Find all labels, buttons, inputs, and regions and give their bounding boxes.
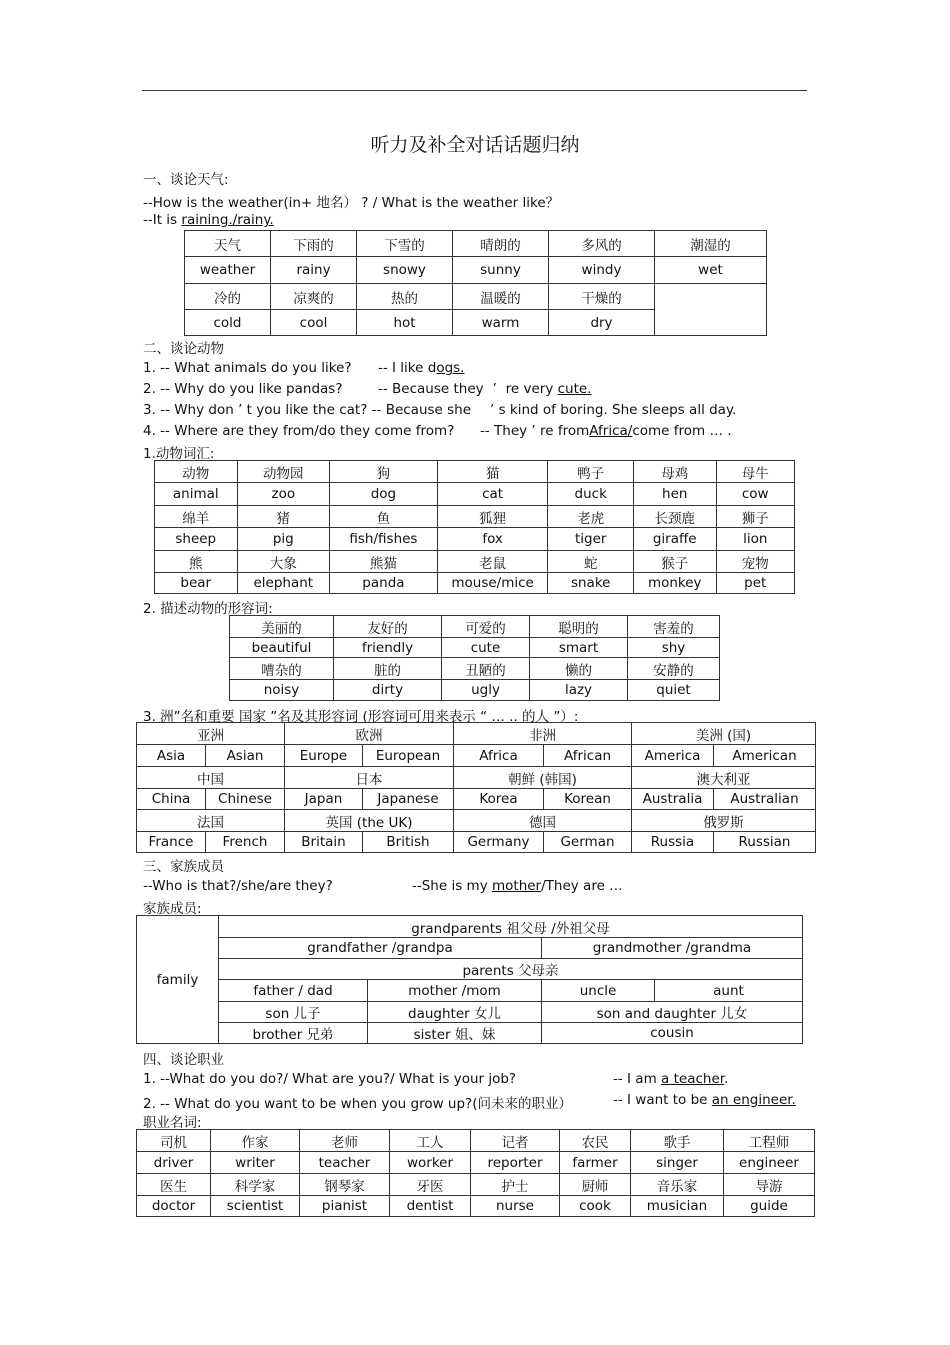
country-cn-cell: 朝鲜 (韩国) bbox=[454, 767, 632, 789]
job-cell: doctor bbox=[137, 1196, 211, 1217]
family-cell: brother 兄弟 bbox=[219, 1023, 368, 1044]
country-cell: Chinese bbox=[206, 789, 285, 810]
country-cell: America bbox=[632, 745, 714, 767]
country-cn-cell: 中国 bbox=[137, 767, 285, 789]
job-a1: -- I am a teacher. bbox=[613, 1071, 729, 1087]
animal-cell: 老虎 bbox=[548, 506, 634, 528]
job-cell: engineer bbox=[724, 1152, 815, 1174]
job-q2: 2. -- What do you want to be when you grow up?(问未来的职业） bbox=[143, 1096, 572, 1112]
animal-q3: 3. -- Why don ’ t you like the cat? -- Because she bbox=[143, 402, 472, 418]
family-cell: uncle bbox=[542, 980, 655, 1002]
adjective-table bbox=[229, 615, 720, 701]
weather-cell: 下雪的 bbox=[357, 231, 453, 257]
job-cell: farmer bbox=[560, 1152, 631, 1174]
animal-cell: 蛇 bbox=[548, 551, 634, 573]
adjective-cell: noisy bbox=[230, 680, 334, 701]
weather-answer: --It is raining./rainy. bbox=[143, 212, 274, 228]
animal-cell: animal bbox=[155, 483, 238, 506]
countries-heading: 3. 洲”名和重要 国家 ”名及其形容词 (形容词可用来表示 “ … .. 的人 ”）: bbox=[143, 709, 579, 725]
job-cell: 司机 bbox=[137, 1130, 211, 1152]
family-cell: aunt bbox=[655, 980, 803, 1002]
family-cell: grandfather /grandpa bbox=[219, 938, 542, 959]
job-q1: 1. --What do you do?/ What are you?/ What is your job? bbox=[143, 1071, 517, 1087]
adjective-cell: 安静的 bbox=[628, 658, 720, 680]
country-cell: China bbox=[137, 789, 206, 810]
country-cn-cell: 澳大利亚 bbox=[632, 767, 816, 789]
continent-cell: 亚洲 bbox=[137, 723, 285, 745]
country-cell: Africa bbox=[454, 745, 544, 767]
animal-cell: panda bbox=[330, 573, 438, 594]
weather-table bbox=[184, 230, 767, 336]
job-cell: 科学家 bbox=[211, 1174, 300, 1196]
section-heading-jobs: 四、谈论职业 bbox=[143, 1052, 224, 1068]
animal-cell: 猴子 bbox=[633, 551, 716, 573]
animal-cell: duck bbox=[548, 483, 634, 506]
animal-cell: 动物园 bbox=[237, 461, 330, 483]
animal-cell: fox bbox=[437, 528, 548, 551]
animal-a2: -- Because they ’ re very cute. bbox=[378, 381, 592, 397]
animal-cell: tiger bbox=[548, 528, 634, 551]
country-cell: Russia bbox=[632, 832, 714, 853]
adjective-cell: quiet bbox=[628, 680, 720, 701]
country-cn-cell: 法国 bbox=[137, 810, 285, 832]
animal-cell: snake bbox=[548, 573, 634, 594]
job-cell: 作家 bbox=[211, 1130, 300, 1152]
animal-cell: 狗 bbox=[330, 461, 438, 483]
family-cell: son 儿子 bbox=[219, 1002, 368, 1023]
weather-cell: 热的 bbox=[357, 284, 453, 310]
weather-cell: 冷的 bbox=[185, 284, 271, 310]
weather-cell: snowy bbox=[357, 257, 453, 284]
weather-cell: cold bbox=[185, 310, 271, 336]
weather-cell: warm bbox=[453, 310, 549, 336]
adjective-cell: 嘈杂的 bbox=[230, 658, 334, 680]
continent-cell: 美洲 (国) bbox=[632, 723, 816, 745]
continent-cell: 欧洲 bbox=[285, 723, 454, 745]
adjective-heading: 2. 描述动物的形容词: bbox=[143, 601, 273, 617]
country-cell: American bbox=[714, 745, 816, 767]
animal-a3: ’ s kind of boring. She sleeps all day. bbox=[490, 402, 737, 418]
weather-empty-cell bbox=[655, 284, 767, 336]
animal-cell: 母牛 bbox=[716, 461, 795, 483]
country-cell: Germany bbox=[454, 832, 544, 853]
job-cell: 医生 bbox=[137, 1174, 211, 1196]
adjective-cell: 友好的 bbox=[334, 616, 442, 638]
animal-vocab-table bbox=[154, 460, 795, 594]
animal-cell: 狐狸 bbox=[437, 506, 548, 528]
animal-cell: 狮子 bbox=[716, 506, 795, 528]
animal-cell: monkey bbox=[633, 573, 716, 594]
weather-cell: 潮湿的 bbox=[655, 231, 767, 257]
weather-cell: weather bbox=[185, 257, 271, 284]
header-rule bbox=[142, 90, 807, 91]
section-heading-animals: 二、谈论动物 bbox=[143, 341, 224, 357]
family-cell: sister 姐、妹 bbox=[368, 1023, 542, 1044]
job-cell: singer bbox=[631, 1152, 724, 1174]
country-cell: Asia bbox=[137, 745, 206, 767]
animal-cell: 宠物 bbox=[716, 551, 795, 573]
countries-table bbox=[136, 722, 816, 853]
weather-cell: 干燥的 bbox=[549, 284, 655, 310]
job-cell: reporter bbox=[471, 1152, 560, 1174]
family-answer: --She is my mother/They are … bbox=[412, 878, 623, 894]
adjective-cell: shy bbox=[628, 638, 720, 658]
job-cell: nurse bbox=[471, 1196, 560, 1217]
job-cell: 牙医 bbox=[390, 1174, 471, 1196]
animal-cell: cat bbox=[437, 483, 548, 506]
job-cell: 厨师 bbox=[560, 1174, 631, 1196]
animal-cell: lion bbox=[716, 528, 795, 551]
family-sub-heading: 家族成员: bbox=[143, 901, 202, 917]
job-cell: 工程师 bbox=[724, 1130, 815, 1152]
adjective-cell: dirty bbox=[334, 680, 442, 701]
weather-cell: 多风的 bbox=[549, 231, 655, 257]
animal-cell: sheep bbox=[155, 528, 238, 551]
section-heading-weather: 一、谈论天气: bbox=[143, 172, 229, 188]
job-cell: 音乐家 bbox=[631, 1174, 724, 1196]
animal-q4: 4. -- Where are they from/do they come from? bbox=[143, 423, 455, 439]
animal-cell: mouse/mice bbox=[437, 573, 548, 594]
animal-cell: 动物 bbox=[155, 461, 238, 483]
weather-cell: dry bbox=[549, 310, 655, 336]
country-cell: Asian bbox=[206, 745, 285, 767]
country-cell: Korean bbox=[544, 789, 632, 810]
country-cn-cell: 英国 (the UK) bbox=[285, 810, 454, 832]
family-cell: son and daughter 儿女 bbox=[542, 1002, 803, 1023]
animal-cell: cow bbox=[716, 483, 795, 506]
country-cell: African bbox=[544, 745, 632, 767]
continent-cell: 非洲 bbox=[454, 723, 632, 745]
adjective-cell: lazy bbox=[530, 680, 628, 701]
animal-cell: fish/fishes bbox=[330, 528, 438, 551]
country-cell: British bbox=[363, 832, 454, 853]
country-cell: Japan bbox=[285, 789, 363, 810]
job-cell: 歌手 bbox=[631, 1130, 724, 1152]
job-cell: worker bbox=[390, 1152, 471, 1174]
adjective-cell: 害羞的 bbox=[628, 616, 720, 638]
job-cell: 工人 bbox=[390, 1130, 471, 1152]
family-table bbox=[136, 915, 803, 1044]
family-label: family bbox=[137, 916, 219, 1044]
country-cell: Australia bbox=[632, 789, 714, 810]
weather-cell: 凉爽的 bbox=[271, 284, 357, 310]
animal-cell: 母鸡 bbox=[633, 461, 716, 483]
animal-cell: bear bbox=[155, 573, 238, 594]
animal-a1: -- I like dogs. bbox=[378, 360, 465, 376]
animal-cell: 鱼 bbox=[330, 506, 438, 528]
jobs-table bbox=[136, 1129, 815, 1217]
country-cn-cell: 德国 bbox=[454, 810, 632, 832]
weather-cell: cool bbox=[271, 310, 357, 336]
animal-cell: 鸭子 bbox=[548, 461, 634, 483]
job-cell: 护士 bbox=[471, 1174, 560, 1196]
family-cell: daughter 女儿 bbox=[368, 1002, 542, 1023]
animal-cell: elephant bbox=[237, 573, 330, 594]
page-title: 听力及补全对话话题归纳 bbox=[370, 134, 580, 156]
animal-cell: 绵羊 bbox=[155, 506, 238, 528]
animal-a4: -- They ’ re fromAfrica/come from … . bbox=[480, 423, 732, 439]
job-cell: 记者 bbox=[471, 1130, 560, 1152]
animal-cell: 猪 bbox=[237, 506, 330, 528]
adjective-cell: ugly bbox=[442, 680, 530, 701]
job-cell: 钢琴家 bbox=[300, 1174, 390, 1196]
weather-cell: windy bbox=[549, 257, 655, 284]
job-cell: 导游 bbox=[724, 1174, 815, 1196]
country-cell: France bbox=[137, 832, 206, 853]
weather-cell: 下雨的 bbox=[271, 231, 357, 257]
adjective-cell: beautiful bbox=[230, 638, 334, 658]
job-cell: writer bbox=[211, 1152, 300, 1174]
family-cell: grandmother /grandma bbox=[542, 938, 803, 959]
animal-cell: 猫 bbox=[437, 461, 548, 483]
animal-cell: 大象 bbox=[237, 551, 330, 573]
country-cell: Britain bbox=[285, 832, 363, 853]
country-cell: French bbox=[206, 832, 285, 853]
job-cell: driver bbox=[137, 1152, 211, 1174]
weather-cell: wet bbox=[655, 257, 767, 284]
country-cell: Australian bbox=[714, 789, 816, 810]
section-heading-family: 三、家族成员 bbox=[143, 859, 224, 875]
animal-cell: 熊猫 bbox=[330, 551, 438, 573]
family-cell: father / dad bbox=[219, 980, 368, 1002]
adjective-cell: 聪明的 bbox=[530, 616, 628, 638]
weather-cell: sunny bbox=[453, 257, 549, 284]
job-sub-heading: 职业名词: bbox=[143, 1115, 202, 1131]
animal-cell: dog bbox=[330, 483, 438, 506]
job-cell: 农民 bbox=[560, 1130, 631, 1152]
country-cn-cell: 日本 bbox=[285, 767, 454, 789]
adjective-cell: 脏的 bbox=[334, 658, 442, 680]
animal-cell: pig bbox=[237, 528, 330, 551]
adjective-cell: 懒的 bbox=[530, 658, 628, 680]
country-cell: Russian bbox=[714, 832, 816, 853]
family-cell: parents 父母亲 bbox=[219, 959, 803, 980]
country-cell: European bbox=[363, 745, 454, 767]
adjective-cell: smart bbox=[530, 638, 628, 658]
animal-q1: 1. -- What animals do you like? bbox=[143, 360, 352, 376]
weather-cell: rainy bbox=[271, 257, 357, 284]
family-cell: cousin bbox=[542, 1023, 803, 1044]
family-question: --Who is that?/she/are they? bbox=[143, 878, 333, 894]
family-cell: grandparents 祖父母 /外祖父母 bbox=[219, 916, 803, 938]
animal-cell: hen bbox=[633, 483, 716, 506]
job-cell: musician bbox=[631, 1196, 724, 1217]
animal-cell: pet bbox=[716, 573, 795, 594]
animal-vocab-heading: 1.动物词汇: bbox=[143, 446, 215, 462]
job-cell: teacher bbox=[300, 1152, 390, 1174]
job-cell: guide bbox=[724, 1196, 815, 1217]
adjective-cell: cute bbox=[442, 638, 530, 658]
country-cell: Korea bbox=[454, 789, 544, 810]
country-cell: German bbox=[544, 832, 632, 853]
adjective-cell: 丑陋的 bbox=[442, 658, 530, 680]
adjective-cell: 美丽的 bbox=[230, 616, 334, 638]
weather-cell: 晴朗的 bbox=[453, 231, 549, 257]
animal-cell: 熊 bbox=[155, 551, 238, 573]
country-cn-cell: 俄罗斯 bbox=[632, 810, 816, 832]
job-cell: cook bbox=[560, 1196, 631, 1217]
animal-q2: 2. -- Why do you like pandas? bbox=[143, 381, 343, 397]
animal-cell: zoo bbox=[237, 483, 330, 506]
adjective-cell: 可爱的 bbox=[442, 616, 530, 638]
job-cell: scientist bbox=[211, 1196, 300, 1217]
adjective-cell: friendly bbox=[334, 638, 442, 658]
family-cell: mother /mom bbox=[368, 980, 542, 1002]
weather-question: --How is the weather(in+ 地名） ? / What is the weather like？ bbox=[143, 195, 560, 211]
job-a2: -- I want to be an engineer. bbox=[613, 1092, 796, 1108]
job-cell: 老师 bbox=[300, 1130, 390, 1152]
job-cell: pianist bbox=[300, 1196, 390, 1217]
weather-cell: 天气 bbox=[185, 231, 271, 257]
animal-cell: 老鼠 bbox=[437, 551, 548, 573]
job-cell: dentist bbox=[390, 1196, 471, 1217]
weather-cell: hot bbox=[357, 310, 453, 336]
animal-cell: giraffe bbox=[633, 528, 716, 551]
country-cell: Japanese bbox=[363, 789, 454, 810]
country-cell: Europe bbox=[285, 745, 363, 767]
animal-cell: 长颈鹿 bbox=[633, 506, 716, 528]
weather-cell: 温暖的 bbox=[453, 284, 549, 310]
